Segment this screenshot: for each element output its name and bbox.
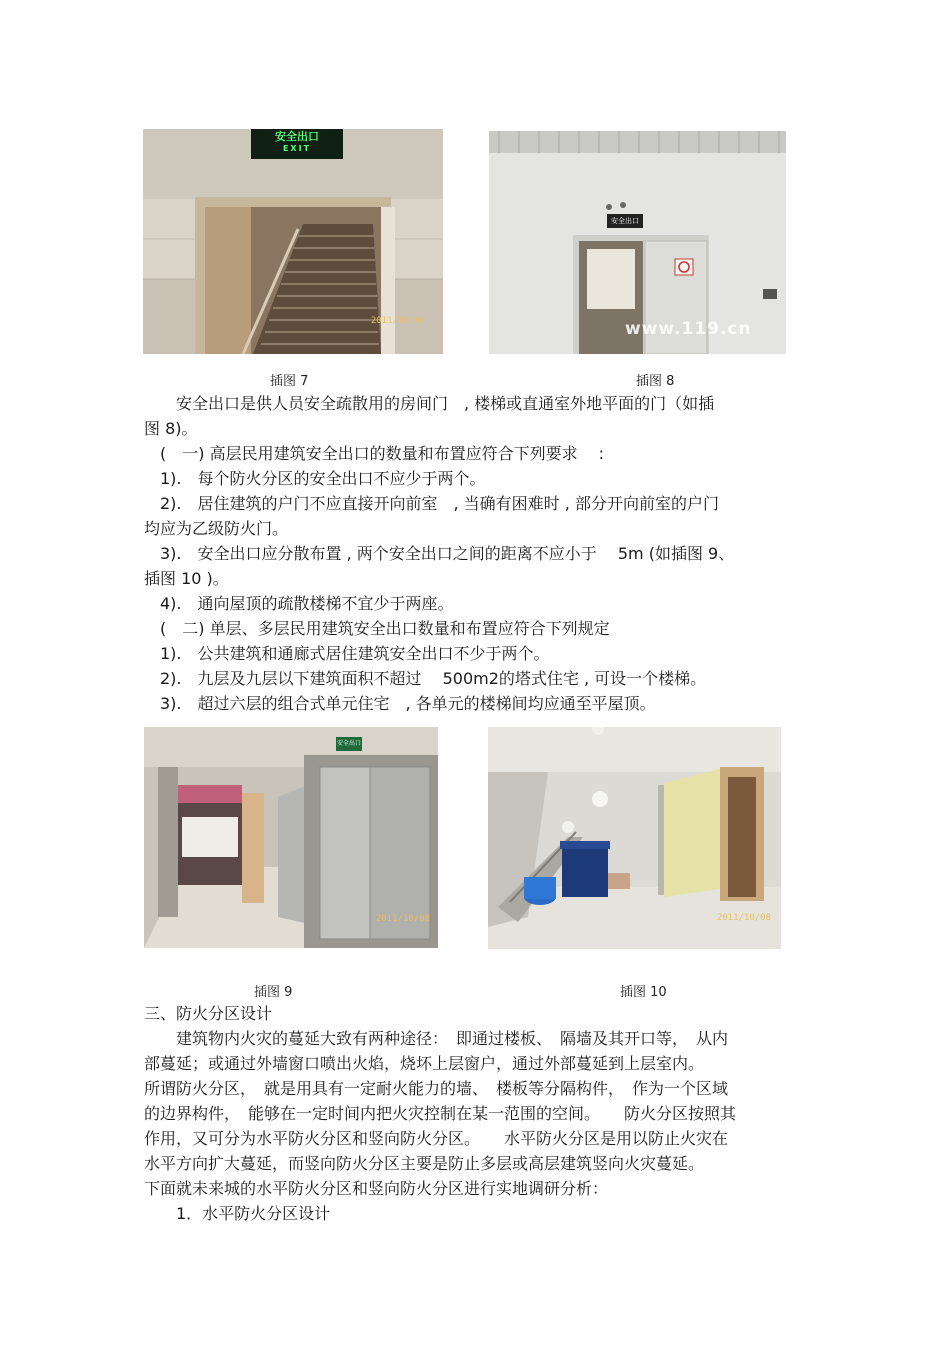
- text-line: 均应为乙级防火门。: [144, 519, 289, 538]
- text-line: 图 8)。: [144, 419, 198, 438]
- text-line: 3). 超过六层的组合式单元住宅 , 各单元的楼梯间均应通至平屋顶。: [144, 694, 656, 713]
- figure-8-caption: 插图 8: [636, 374, 675, 389]
- watermark: www.119.cn: [625, 319, 752, 339]
- figure-9-photo: [144, 727, 438, 948]
- text-line: 1). 每个防火分区的安全出口不应少于两个。: [144, 469, 486, 488]
- text-line: 所谓防火分区， 就是用具有一定耐火能力的墙、 楼板等分隔构件， 作为一个区域: [144, 1079, 729, 1098]
- figure-10-photo: [488, 727, 781, 949]
- figure-8-photo: [489, 131, 786, 354]
- figure-7-caption: 插图 7: [270, 374, 309, 389]
- figure-7-photo: [143, 129, 443, 354]
- text-line: 1). 公共建筑和通廊式居住建筑安全出口不少于两个。: [144, 644, 550, 663]
- text-line: ( 一) 高层民用建筑安全出口的数量和布置应符合下列要求 :: [144, 444, 605, 463]
- text-line: 作用，又可分为水平防火分区和竖向防火分区。 水平防火分区是用以防止火灾在: [144, 1129, 729, 1148]
- date-stamp: 2011/10/08: [370, 316, 425, 326]
- section-heading: 三、防火分区设计: [144, 1004, 273, 1023]
- exit-sign: 安全出口: [611, 217, 639, 225]
- text-line: 建筑物内火灾的蔓延大致有两种途径： 即通过楼板、 隔墙及其开口等， 从内: [144, 1029, 729, 1048]
- text-line: 3). 安全出口应分散布置 , 两个安全出口之间的距离不应小于 5m (如插图 9、: [144, 544, 735, 563]
- figure-10-caption: 插图 10: [620, 985, 667, 1000]
- text-line: 部蔓延；或通过外墙窗口喷出火焰，烧坏上层窗户，通过外部蔓延到上层室内。: [144, 1054, 705, 1073]
- date-stamp: 2011/10/08: [375, 914, 430, 924]
- text-line: 安全出口是供人员安全疏散用的房间门 , 楼梯或直通室外地平面的门（如插: [144, 394, 715, 413]
- text-line: ( 二) 单层、多层民用建筑安全出口数量和布置应符合下列规定: [144, 619, 610, 638]
- text-line: 下面就未来城的水平防火分区和竖向防火分区进行实地调研分析：: [144, 1179, 609, 1198]
- exit-sign: 安全出口: [336, 740, 361, 747]
- text-line: 2). 九层及九层以下建筑面积不超过 500m2的塔式住宅 , 可设一个楼梯。: [144, 669, 707, 688]
- text-line: 的边界构件， 能够在一定时间内把火灾控制在某一范围的空间。 防火分区按照其: [144, 1104, 737, 1123]
- subsection-heading: 1．水平防火分区设计: [144, 1204, 331, 1223]
- exit-sign: [251, 129, 343, 159]
- exit-sign-text: 安全出口: [275, 130, 319, 143]
- text-line: 4). 通向屋顶的疏散楼梯不宜少于两座。: [144, 594, 454, 613]
- date-stamp: 2011/10/08: [716, 913, 771, 923]
- text-line: 插图 10 )。: [144, 569, 229, 588]
- exit-sign-sub: EXIT: [282, 144, 312, 153]
- figure-9-caption: 插图 9: [254, 985, 293, 1000]
- text-line: 2). 居住建筑的户门不应直接开向前室 , 当确有困难时 , 部分开向前室的户门: [144, 494, 719, 513]
- text-line: 水平方向扩大蔓延，而竖向防火分区主要是防止多层或高层建筑竖向火灾蔓延。: [144, 1154, 705, 1173]
